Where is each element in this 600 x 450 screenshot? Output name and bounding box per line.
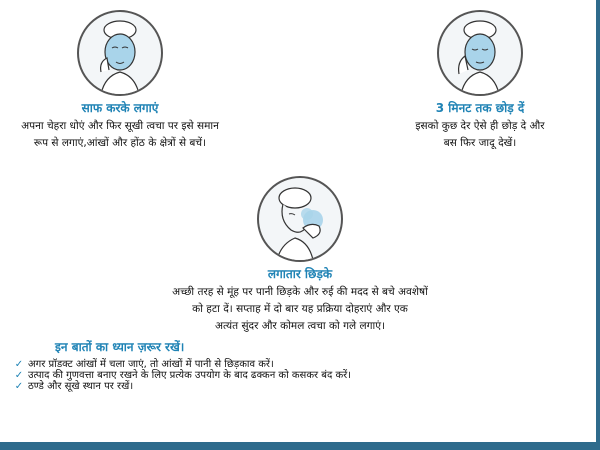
tips-title: इन बातों का ध्यान ज़रूर रखें। bbox=[55, 340, 185, 354]
step-description-line: इसको कुछ देर ऐसे ही छोड़ दे और bbox=[415, 120, 545, 132]
tips-section bbox=[10, 338, 530, 392]
list-item bbox=[10, 370, 530, 381]
step-title: 3 मिनट तक छोड़ दें bbox=[435, 101, 525, 115]
step-title: लगातार छिड़के bbox=[267, 267, 333, 281]
step-description bbox=[380, 118, 580, 152]
step-description-line: अपना चेहरा धोएं और फिर सूखी त्वचा पर इसे समान bbox=[21, 120, 219, 132]
check-icon: ✓ bbox=[14, 359, 24, 370]
list-item bbox=[10, 359, 530, 370]
tip-text: उत्पाद की गुणवत्ता बनाए रखने के लिए प्रत्येक उपयोग के बाद ढक्कन को कसकर बंद करें। bbox=[28, 370, 352, 381]
tip-text: ठण्डे और सूखे स्थान पर रखें। bbox=[28, 381, 134, 392]
step-description-line: बस फिर जादू देखें। bbox=[443, 137, 517, 149]
check-icon: ✓ bbox=[14, 370, 24, 381]
step-description-line: अच्छी तरह से मूंह पर पानी छिड़के और रुई की मदद से बचे अवशेषों bbox=[172, 286, 428, 298]
step-rinse bbox=[140, 176, 460, 335]
frame-bottom-border bbox=[0, 442, 600, 450]
woman-splashing-water-icon bbox=[257, 176, 343, 262]
step-description bbox=[140, 284, 460, 335]
step-description-line: अत्यंत सुंदर और कोमल त्वचा को गले लगाएं। bbox=[214, 320, 386, 332]
step-description bbox=[0, 118, 240, 152]
step-description-line: को हटा दें। सप्ताह में दो बार यह प्रक्रिया दोहराएं और एक bbox=[192, 303, 408, 315]
tip-text: अगर प्रॉडक्ट आंखों में चला जाएं, तो आंखों में पानी से छिड़काव करें। bbox=[28, 359, 274, 370]
woman-with-mask-icon bbox=[437, 10, 523, 96]
tips-list bbox=[10, 359, 530, 392]
woman-applying-mask-icon bbox=[77, 10, 163, 96]
frame-right-border bbox=[596, 0, 600, 450]
step-title: साफ करके लगाएं bbox=[81, 101, 159, 115]
step-wait bbox=[380, 10, 580, 152]
step-description-line: रूप से लगाएं,आंखों और होंठ के क्षेत्रों से बचें। bbox=[33, 137, 207, 149]
step-apply bbox=[0, 10, 240, 152]
list-item bbox=[10, 381, 530, 392]
check-icon: ✓ bbox=[14, 381, 24, 392]
